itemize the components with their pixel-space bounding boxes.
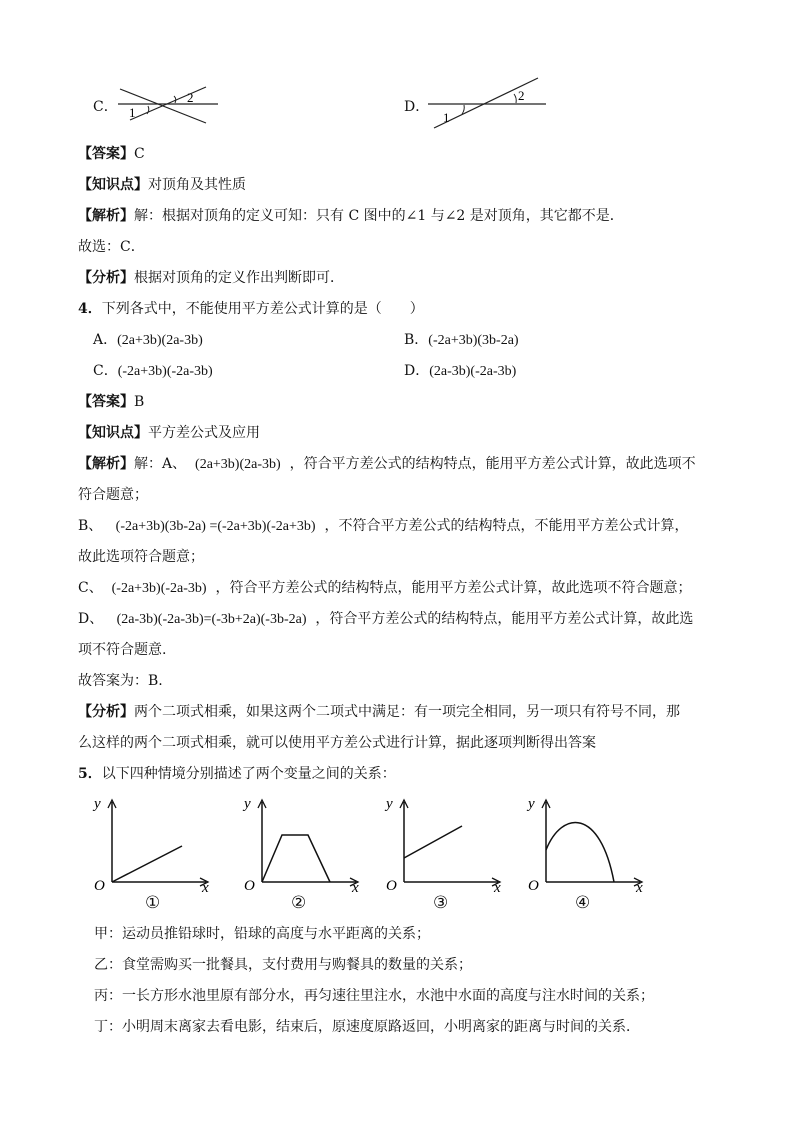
- q3-answer: 【答案】C: [78, 146, 145, 162]
- q5-item-ding: 丁：小明周末离家去看电影，结束后，原速度原路返回，小明离家的距离与时间的关系．: [94, 1019, 640, 1035]
- graph-2-caption: ②: [291, 893, 307, 912]
- graph-1-curve: [112, 846, 182, 882]
- q5-item-jia: 甲：运动员推铅球时，铅球的高度与水平距离的关系；: [94, 926, 430, 942]
- q4-answer: 【答案】B: [78, 394, 145, 410]
- q4-option-a: A．(2a+3b)(2a-3b): [93, 332, 203, 348]
- graph-4-ylabel: y: [528, 796, 535, 812]
- graph-1-ylabel: y: [94, 796, 101, 812]
- graph-2: [238, 792, 368, 892]
- graph-4: [522, 792, 652, 892]
- q4-analysis-b-cont: 故此选项符合题意；: [78, 549, 204, 565]
- graph-2-origin: O: [244, 878, 255, 892]
- graph-2-xlabel: x: [352, 880, 359, 892]
- graph-3-xlabel: x: [494, 880, 501, 892]
- fig-d-line-slant: [434, 78, 538, 128]
- graph-1-caption: ①: [145, 893, 161, 912]
- graph-1: [88, 792, 218, 892]
- graph-3-ylabel: y: [386, 796, 393, 812]
- graph-1-xlabel: x: [202, 880, 209, 892]
- fig-d-angle2-arc: [514, 94, 516, 103]
- graph-4-origin: O: [528, 878, 539, 892]
- q5-stem: 5．以下四种情境分别描述了两个变量之间的关系：: [78, 766, 396, 782]
- q3-choose: 故选：C．: [78, 239, 145, 255]
- fig-c-angle1-arc: [147, 106, 149, 114]
- graph-3-caption: ③: [433, 893, 449, 912]
- graph-3-origin: O: [386, 878, 397, 892]
- graph-2-ylabel: y: [244, 796, 251, 812]
- q4-option-b: B．(-2a+3b)(3b-2a): [404, 332, 519, 348]
- figure-d: [424, 74, 550, 130]
- graph-4-curve: [546, 822, 614, 882]
- q4-knowledge-point: 【知识点】平方差公式及应用: [78, 425, 260, 441]
- q4-analysis-a: 【解析】解：A、 (2a+3b)(2a-3b) ，符合平方差公式的结构特点，能用平方差公式计算，故此选项不: [78, 456, 696, 472]
- fig-c-label-1: 1: [129, 105, 136, 120]
- q4-analysis-b: B、 (-2a+3b)(3b-2a) =(-2a+3b)(-2a+3b) ，不符合平方差公式的结构特点，不能用平方差公式计算，: [78, 518, 689, 534]
- q4-analysis-c: C、 (-2a+3b)(-2a-3b) ，符合平方差公式的结构特点，能用平方差公式计算，故此选项不符合题意；: [78, 580, 692, 596]
- q4-stem: 4．下列各式中，不能使用平方差公式计算的是（ ）: [78, 301, 424, 317]
- fig-d-label-2: 2: [518, 88, 525, 103]
- q4-option-d: D．(2a-3b)(-2a-3b): [404, 363, 517, 379]
- q3-analysis: 【解析】解：根据对顶角的定义可知：只有 C 图中的∠1 与∠2 是对顶角，其它都不是．: [78, 208, 624, 224]
- q4-option-c: C．(-2a+3b)(-2a-3b): [93, 363, 213, 379]
- option-c-letter: C．: [93, 99, 118, 115]
- q5-item-bing: 丙：一长方形水池里原有部分水，再匀速往里注水，水池中水面的高度与注水时间的关系；: [94, 988, 654, 1004]
- option-d-letter: D．: [404, 99, 430, 115]
- graph-3: [380, 792, 510, 892]
- fig-c-angle2-arc: [174, 96, 176, 103]
- q4-analysis-d: D、 (2a-3b)(-2a-3b)=(-3b+2a)(-3b-2a) ，符合平方差公式的结构特点，能用平方差公式计算，故此选: [78, 611, 694, 627]
- q4-remark-cont: 么这样的两个二项式相乘，就可以使用平方差公式进行计算，据此逐项判断得出答案: [78, 735, 596, 751]
- fig-c-label-2: 2: [187, 90, 194, 105]
- q5-item-yi: 乙：食堂需购买一批餐具，支付费用与购餐具的数量的关系；: [94, 957, 472, 973]
- graph-4-caption: ④: [575, 893, 591, 912]
- graph-4-xlabel: x: [636, 880, 643, 892]
- q4-choose: 故答案为：B.: [78, 673, 163, 689]
- figure-c: [112, 84, 224, 126]
- q4-analysis-a-cont: 符合题意；: [78, 487, 148, 503]
- q3-remark: 【分析】根据对顶角的定义作出判断即可．: [78, 270, 344, 286]
- graph-2-curve: [262, 835, 330, 882]
- graph-1-origin: O: [94, 878, 105, 892]
- fig-d-label-1: 1: [443, 110, 450, 125]
- q3-knowledge-point: 【知识点】对顶角及其性质: [78, 177, 246, 193]
- fig-d-angle1-arc: [462, 105, 464, 114]
- q4-remark: 【分析】两个二项式相乘，如果这两个二项式中满足：有一项完全相同，另一项只有符号不同，那: [78, 704, 680, 720]
- graph-3-curve: [404, 826, 462, 858]
- q4-analysis-d-cont: 项不符合题意.: [78, 642, 167, 658]
